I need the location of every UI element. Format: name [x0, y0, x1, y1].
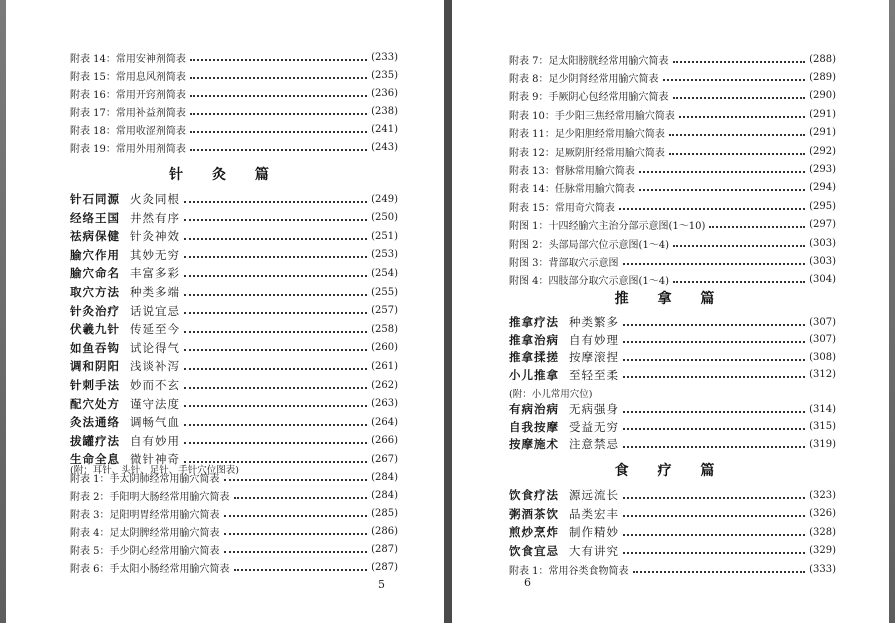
toc-attachment-entry[interactable]	[70, 120, 398, 138]
chapter-subtitle: 种类多端	[130, 285, 180, 299]
chapter-subtitle: 无病强身	[569, 402, 619, 416]
toc-chapter-entry[interactable]	[509, 435, 836, 453]
chapter-subtitle: 传延至今	[130, 322, 180, 337]
toc-page-number: (264)	[371, 416, 398, 428]
right-page-edge	[889, 0, 895, 623]
toc-entry-label	[509, 436, 619, 452]
toc-attachment-entry[interactable]	[509, 142, 836, 160]
toc-entry-label	[509, 314, 619, 330]
toc-entry-label	[70, 396, 180, 412]
chapter-title: 伏羲九针	[70, 322, 120, 337]
toc-page-number: (329)	[809, 545, 836, 556]
toc-attachment-entry[interactable]	[70, 486, 398, 504]
chapter-title: 粥酒茶饮	[509, 506, 559, 521]
toc-page-number: (235)	[371, 69, 398, 81]
toc-page-number: (287)	[371, 543, 398, 555]
toc-entry-label	[509, 349, 619, 365]
appendix-note: (附：耳针、头针、足针、手针穴位图表)	[70, 465, 239, 476]
left-page	[6, 0, 444, 623]
toc-entry-label: 附图 1：十四经腧穴主治分部示意图(1～10)	[509, 221, 706, 233]
toc-attachment-entry[interactable]	[70, 522, 398, 540]
toc-chapter-entry[interactable]	[509, 331, 836, 349]
toc-page-number: (253)	[371, 249, 398, 261]
chapter-subtitle: 浅谈补泻	[130, 359, 180, 374]
dot-leader	[190, 58, 367, 61]
toc-entry-label: 附表 16：常用开窍剂简表	[70, 89, 186, 101]
toc-chapter-entry[interactable]	[70, 209, 398, 227]
toc-attachment-entry[interactable]	[70, 84, 398, 102]
toc-entry-label: 附表 12：足厥阴肝经常用腧穴简表	[509, 147, 665, 159]
toc-page-number: (293)	[809, 163, 836, 175]
toc-page-number: (238)	[371, 105, 398, 117]
chapter-title: 推拿治病	[509, 332, 559, 347]
toc-attachment-entry[interactable]	[70, 48, 398, 66]
chapter-title: 煎炒烹炸	[509, 525, 559, 539]
dot-leader	[184, 311, 367, 314]
chapter-title: 拔罐疗法	[70, 433, 120, 448]
chapter-title: 针灸治疗	[70, 303, 120, 318]
dot-leader	[224, 550, 368, 553]
toc-page-number: (243)	[371, 141, 398, 153]
toc-entry-label	[70, 303, 180, 319]
right-page	[452, 0, 889, 623]
toc-chapter-entry[interactable]	[509, 523, 836, 541]
dot-leader	[224, 532, 368, 535]
dot-leader	[623, 323, 805, 326]
dot-leader	[623, 514, 805, 517]
toc-entry-label	[70, 265, 180, 281]
toc-page-number: (328)	[809, 526, 836, 538]
toc-entry-label	[509, 487, 619, 503]
toc-attachment-entry[interactable]	[509, 68, 836, 86]
chapter-subtitle: 井然有序	[130, 210, 180, 225]
toc-chapter-entry[interactable]	[509, 486, 836, 504]
dot-leader	[184, 274, 367, 277]
chapter-title: 调和阴阳	[70, 359, 120, 374]
toc-attachment-entry[interactable]	[509, 87, 836, 105]
chapter-subtitle: 话说宜忌	[130, 303, 180, 318]
toc-page-number: (251)	[371, 230, 398, 242]
dot-leader	[623, 496, 805, 499]
book-gutter	[444, 0, 452, 623]
toc-page-number: (257)	[371, 305, 398, 317]
appendix-note: (附：小儿常用穴位)	[509, 389, 593, 400]
dot-leader	[623, 358, 805, 361]
dot-leader	[224, 478, 368, 481]
toc-chapter-entry[interactable]	[70, 357, 398, 375]
toc-attachment-entry[interactable]	[70, 138, 398, 156]
section-title-massage: 推 拿 篇	[614, 291, 727, 307]
toc-attachment-entry[interactable]	[509, 50, 836, 68]
toc-page-number: (314)	[809, 403, 836, 415]
toc-entry-label	[70, 284, 180, 300]
toc-entry-label: 附表 17：常用补益剂简表	[70, 107, 186, 119]
dot-leader	[184, 293, 367, 296]
dot-leader	[224, 514, 368, 517]
dot-leader	[623, 427, 805, 430]
toc-attachment-entry[interactable]	[70, 540, 398, 558]
toc-chapter-entry[interactable]	[509, 348, 836, 366]
chapter-title: 祛病保健	[70, 229, 120, 244]
toc-page-number: (295)	[809, 200, 836, 212]
dot-leader	[639, 188, 805, 191]
chapter-title: 小儿推拿	[509, 367, 559, 382]
toc-page-number: (307)	[809, 316, 836, 328]
toc-chapter-entry[interactable]	[70, 302, 398, 320]
toc-entry-label: 附表 19：常用外用剂简表	[70, 143, 186, 155]
toc-attachment-entry[interactable]	[509, 216, 836, 234]
toc-page-number: (241)	[371, 123, 398, 135]
toc-entry-label: 附表 1：手太阴肺经常用腧穴简表	[70, 473, 220, 485]
toc-chapter-entry[interactable]	[509, 542, 836, 560]
chapter-subtitle: 针灸神效	[130, 229, 180, 244]
chapter-title: 如鱼吞钩	[70, 340, 120, 355]
dot-leader	[190, 94, 367, 97]
dot-leader	[673, 60, 806, 63]
toc-page-number: (291)	[809, 108, 836, 120]
chapter-subtitle: 自有妙理	[569, 332, 619, 347]
chapter-title: 腧穴作用	[70, 247, 120, 262]
toc-entry-label	[70, 377, 180, 393]
toc-page-number: (258)	[371, 323, 398, 335]
chapter-title: 饮食宜忌	[509, 543, 559, 558]
toc-entry-label: 附表 5：手少阴心经常用腧穴简表	[70, 545, 220, 557]
toc-page-number: (315)	[809, 421, 836, 433]
dot-leader	[619, 207, 805, 210]
toc-chapter-entry[interactable]	[509, 400, 836, 418]
toc-page-number: (303)	[809, 237, 836, 249]
dot-leader	[190, 130, 367, 133]
chapter-subtitle: 至轻至柔	[569, 367, 619, 382]
dot-leader	[184, 348, 367, 351]
toc-page-number: (250)	[371, 212, 398, 224]
toc-attachment-entry[interactable]	[70, 558, 398, 576]
dot-leader	[184, 330, 367, 333]
toc-attachment-entry[interactable]	[509, 179, 836, 197]
toc-entry-label: 附表 15：常用息风剂简表	[70, 71, 186, 83]
toc-entry-label: 附表 18：常用收涩剂简表	[70, 125, 186, 137]
toc-chapter-entry[interactable]	[70, 339, 398, 357]
chapter-title: 有病治病	[509, 402, 559, 416]
dot-leader	[184, 367, 367, 370]
toc-page-number: (249)	[371, 193, 398, 205]
toc-attachment-entry[interactable]	[509, 160, 836, 178]
toc-attachment-entry[interactable]	[509, 105, 836, 123]
dot-leader	[623, 533, 805, 536]
toc-entry-label: 附图 2：头部局部穴位示意图(1～4)	[509, 239, 670, 251]
dot-leader	[184, 237, 367, 240]
toc-chapter-entry[interactable]	[70, 190, 398, 208]
toc-entry-label: 附表 3：足阳明胃经常用腧穴简表	[70, 509, 220, 521]
toc-chapter-entry[interactable]	[70, 283, 398, 301]
dot-leader	[663, 78, 806, 81]
chapter-title: 推拿疗法	[509, 315, 559, 329]
chapter-title: 生命全息	[70, 452, 120, 467]
chapter-subtitle: 大有讲究	[569, 543, 619, 558]
toc-entry-label: 附表 15：常用奇穴简表	[509, 202, 615, 214]
toc-attachment-entry[interactable]	[70, 468, 398, 486]
toc-chapter-entry[interactable]	[509, 418, 836, 436]
toc-chapter-entry[interactable]	[70, 264, 398, 282]
chapter-title: 按摩施术	[509, 437, 559, 452]
toc-entry-label: 附表 11：足少阳胆经常用腧穴简表	[509, 129, 665, 141]
toc-entry-label: 附图 3：背部取穴示意图	[509, 257, 619, 269]
toc-chapter-entry[interactable]	[509, 366, 836, 384]
toc-entry-label: 附表 8：足少阴肾经常用腧穴简表	[509, 73, 659, 85]
dot-leader	[673, 96, 806, 99]
chapter-title: 针刺手法	[70, 378, 120, 392]
toc-page-number: (304)	[809, 274, 836, 286]
toc-attachment-entry[interactable]	[509, 124, 836, 142]
dot-leader	[623, 445, 805, 448]
dot-leader	[184, 218, 367, 221]
toc-page-number: (297)	[809, 219, 836, 231]
toc-chapter-entry[interactable]	[509, 505, 836, 523]
toc-entry-label	[70, 228, 180, 244]
page-number: 5	[378, 578, 385, 591]
toc-page-number: (290)	[809, 90, 836, 102]
toc-entry-label	[70, 433, 180, 449]
dot-leader	[184, 404, 367, 407]
toc-page-number: (287)	[371, 561, 398, 573]
dot-leader	[184, 255, 367, 258]
toc-entry-label	[70, 210, 180, 226]
toc-attachment-entry[interactable]	[70, 102, 398, 120]
toc-page-number: (289)	[809, 71, 836, 83]
dot-leader	[623, 262, 806, 265]
toc-attachment-entry[interactable]	[70, 66, 398, 84]
toc-page-number: (260)	[371, 342, 398, 354]
chapter-subtitle: 调畅气血	[130, 415, 180, 430]
dot-leader	[190, 76, 367, 79]
toc-entry-label	[509, 367, 619, 383]
toc-chapter-entry[interactable]	[70, 432, 398, 450]
toc-page-number: (233)	[371, 51, 398, 63]
toc-page-number: (303)	[809, 255, 836, 267]
chapter-title: 灸法通络	[70, 415, 120, 430]
dot-leader	[184, 386, 367, 389]
toc-page-number: (291)	[809, 127, 836, 139]
toc-entry-label: 附图 4：四肢部分取穴示意图(1～4)	[509, 276, 670, 288]
toc-page-number: (261)	[371, 360, 398, 372]
dot-leader	[190, 112, 367, 115]
chapter-subtitle: 源远流长	[569, 488, 619, 502]
toc-entry-label: 附表 4：足太阴脾经常用腧穴简表	[70, 527, 220, 539]
toc-entry-label	[509, 401, 619, 417]
chapter-subtitle: 种类繁多	[569, 315, 619, 329]
chapter-subtitle: 品类宏丰	[569, 506, 619, 521]
dot-leader	[673, 244, 805, 247]
dot-leader	[673, 280, 805, 283]
chapter-subtitle: 注意禁忌	[569, 437, 619, 452]
toc-entry-label: 附表 13：督脉常用腧穴简表	[509, 165, 635, 177]
toc-page-number: (323)	[809, 489, 836, 501]
dot-leader	[184, 200, 367, 203]
dot-leader	[669, 133, 805, 136]
dot-leader	[184, 423, 367, 426]
dot-leader	[639, 170, 805, 173]
dot-leader	[234, 496, 368, 499]
chapter-title: 自我按摩	[509, 419, 559, 434]
toc-page-number: (319)	[809, 438, 836, 450]
toc-page-number: (254)	[371, 267, 398, 279]
toc-page-number: (312)	[809, 369, 836, 381]
toc-attachment-entry[interactable]	[509, 197, 836, 215]
toc-page-number: (308)	[809, 351, 836, 363]
dot-leader	[184, 441, 367, 444]
toc-page-number: (288)	[809, 53, 836, 65]
toc-chapter-entry[interactable]	[70, 320, 398, 338]
toc-page-number: (262)	[371, 379, 398, 391]
toc-chapter-entry[interactable]	[70, 246, 398, 264]
toc-page-number: (255)	[371, 286, 398, 298]
toc-entry-label	[70, 414, 180, 430]
chapter-subtitle: 微针神奇	[130, 452, 180, 467]
section-title-diet: 食 疗 篇	[614, 463, 727, 479]
toc-entry-label	[70, 191, 180, 207]
toc-chapter-entry[interactable]	[70, 376, 398, 394]
toc-entry-label	[70, 321, 180, 337]
toc-chapter-entry[interactable]	[70, 227, 398, 245]
toc-attachment-entry[interactable]	[70, 504, 398, 522]
chapter-title: 经络王国	[70, 210, 120, 225]
toc-chapter-entry[interactable]	[70, 395, 398, 413]
toc-entry-label	[509, 524, 619, 540]
chapter-title: 饮食疗法	[509, 488, 559, 502]
toc-entry-label	[70, 247, 180, 263]
toc-entry-label: 附表 2：手阳明大肠经常用腧穴简表	[70, 491, 230, 503]
toc-page-number: (285)	[371, 507, 398, 519]
toc-entry-label: 附表 7：足太阳膀胱经常用腧穴简表	[509, 55, 669, 67]
chapter-title: 针石同源	[70, 192, 120, 206]
chapter-subtitle: 自有妙用	[130, 433, 180, 448]
dot-leader	[709, 225, 805, 228]
toc-page-number: (236)	[371, 87, 398, 99]
chapter-subtitle: 谨守法度	[130, 396, 180, 411]
toc-page-number: (294)	[809, 182, 836, 194]
chapter-subtitle: 丰富多彩	[130, 266, 180, 281]
dot-leader	[669, 152, 805, 155]
toc-entry-label: 附表 1：常用谷类食物简表	[509, 565, 629, 577]
chapter-subtitle: 妙而不玄	[130, 378, 180, 392]
toc-chapter-entry[interactable]	[509, 313, 836, 331]
toc-attachment-entry[interactable]	[509, 252, 836, 270]
toc-entry-label	[509, 543, 619, 559]
toc-entry-label	[509, 332, 619, 348]
chapter-title: 推拿揉搓	[509, 350, 559, 365]
toc-page-number: (263)	[371, 398, 398, 410]
dot-leader	[679, 115, 805, 118]
toc-page-number: (266)	[371, 435, 398, 447]
toc-page-number: (307)	[809, 334, 836, 346]
toc-entry-label	[509, 419, 619, 435]
toc-attachment-entry[interactable]	[509, 560, 836, 578]
chapter-subtitle: 火灸同根	[130, 192, 180, 206]
toc-entry-label: 附表 14：常用安神剂简表	[70, 53, 186, 65]
dot-leader	[623, 375, 805, 378]
toc-entry-label: 附表 6：手太阳小肠经常用腧穴简表	[70, 563, 230, 575]
chapter-subtitle: 制作精妙	[569, 525, 619, 539]
toc-chapter-entry[interactable]	[70, 413, 398, 431]
toc-entry-label: 附表 10：手少阳三焦经常用腧穴简表	[509, 110, 675, 122]
chapter-subtitle: 受益无穷	[569, 419, 619, 434]
toc-attachment-entry[interactable]	[509, 234, 836, 252]
toc-page-number: (286)	[371, 525, 398, 537]
toc-entry-label: 附表 9：手厥阴心包经常用腧穴简表	[509, 92, 669, 104]
chapter-title: 配穴处方	[70, 396, 120, 411]
toc-entry-label	[509, 506, 619, 522]
page-number: 6	[524, 576, 531, 589]
chapter-title: 取穴方法	[70, 285, 120, 299]
toc-attachment-entry[interactable]	[509, 271, 836, 289]
chapter-title: 腧穴命名	[70, 266, 120, 281]
dot-leader	[623, 410, 805, 413]
dot-leader	[234, 568, 368, 571]
toc-entry-label	[70, 340, 180, 356]
toc-page-number: (333)	[809, 563, 836, 575]
toc-page-number: (284)	[371, 489, 398, 501]
toc-page-number: (292)	[809, 145, 836, 157]
toc-page-number: (326)	[809, 508, 836, 519]
dot-leader	[623, 340, 805, 343]
toc-page-number: (284)	[371, 471, 398, 483]
chapter-subtitle: 其妙无穷	[130, 247, 180, 262]
chapter-subtitle: 按摩滚捏	[569, 350, 619, 365]
toc-page-number: (267)	[371, 453, 398, 465]
section-title-acupuncture: 针 灸 篇	[169, 167, 281, 183]
dot-leader	[190, 148, 367, 151]
chapter-subtitle: 试论得气	[130, 340, 180, 355]
toc-entry-label: 附表 14：任脉常用腧穴简表	[509, 184, 635, 196]
dot-leader	[633, 570, 806, 573]
toc-entry-label	[70, 358, 180, 374]
dot-leader	[623, 551, 805, 554]
